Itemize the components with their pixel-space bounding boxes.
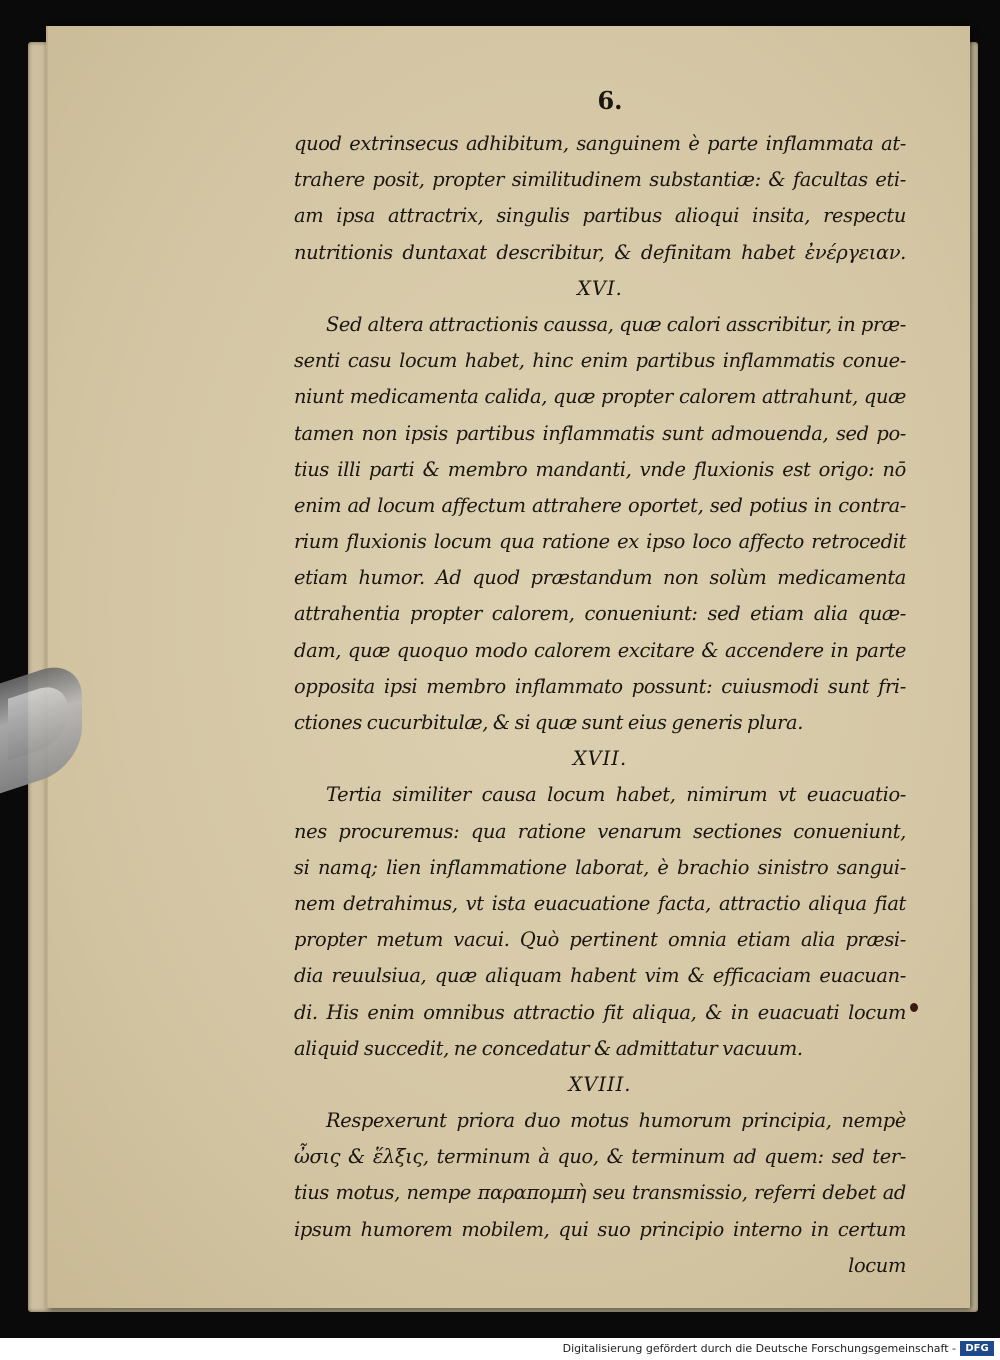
text-line: am ipsa attractrix, singulis partibus alioqui insita, respectu: [294, 204, 906, 228]
text-line: enim ad locum affectum attrahere oportet, sed potius in contra-: [294, 493, 906, 517]
text-line: niunt medicamenta calida, quæ propter calorem attrahunt, quæ: [294, 385, 906, 409]
footer-bar: [0, 1338, 1000, 1360]
text-line: attrahentia propter calorem, conueniunt: sed etiam alia quæ-: [294, 602, 906, 626]
section-heading: XVI.: [577, 276, 623, 300]
text-line: trahere posit, propter similitudinem substantiæ: & facultas eti-: [294, 168, 906, 192]
text-line: dam, quæ quoquo modo calorem excitare & accendere in parte: [294, 638, 906, 662]
funding-credit: Digitalisierung gefördert durch die Deutsche Forschungsgemeinschaft -: [562, 1342, 956, 1355]
text-line: nutritionis duntaxat describitur, & definitam habet ἐνέργειαν.: [294, 240, 906, 264]
text-line: aliquid succedit, ne concedatur & admittatur vacuum.: [294, 1036, 803, 1060]
text-line: opposita ipsi membro inflammato possunt: cuiusmodi sunt fri-: [294, 674, 906, 698]
text-line: Sed altera attractionis caussa, quæ calori asscribitur, in præ-: [326, 312, 906, 336]
text-line: nem detrahimus, vt ista euacuatione facta, attractio aliqua fiat: [294, 891, 906, 915]
text-line: dia reuulsiua, quæ aliquam habent vim & efficaciam euacuan-: [294, 964, 906, 988]
section-heading: XVIII.: [568, 1072, 632, 1096]
text-line: locum: [848, 1253, 906, 1277]
text-line: propter metum vacui. Quò pertinent omnia etiam alia præsi-: [294, 928, 906, 952]
text-line: ipsum humorem mobilem, qui suo principio interno in certum: [294, 1217, 906, 1241]
text-line: si namq; lien inflammatione laborat, è brachio sinistro sangui-: [294, 855, 906, 879]
text-line: ὦσις & ἕλξις, terminum à quo, & terminum ad quem: sed ter-: [294, 1145, 906, 1169]
body-text: [294, 126, 906, 1284]
text-line: tius motus, nempe παραπομπὴ seu transmissio, referri debet ad: [294, 1181, 906, 1205]
text-line: etiam humor. Ad quod præstandum non solùm medicamenta: [294, 566, 906, 590]
text-line: rium fluxionis locum qua ratione ex ipso loco affecto retrocedit: [294, 530, 906, 554]
ink-spot: [910, 1003, 918, 1012]
page-clip-shine: [8, 679, 68, 760]
text-line: di. His enim omnibus attractio fit aliqua, & in euacuati locum: [294, 1000, 906, 1024]
text-line: Respexerunt priora duo motus humorum principia, nempè: [326, 1109, 906, 1133]
text-line: Tertia similiter causa locum habet, nimirum vt euacuatio-: [326, 783, 906, 807]
section-heading: XVII.: [572, 747, 628, 771]
text-line: tamen non ipsis partibus inflammatis sunt admouenda, sed po-: [294, 421, 906, 445]
text-line: nes procuremus: qua ratione venarum sectiones conueniunt,: [294, 819, 906, 843]
text-line: senti casu locum habet, hinc enim partibus inflammatis conue-: [294, 349, 906, 373]
text-line: ctiones cucurbitulæ, & si quæ sunt eius generis plura.: [294, 711, 804, 734]
text-line: tius illi parti & membro mandanti, vnde fluxionis est origo: nō: [294, 457, 906, 481]
text-line: quod extrinsecus adhibitum, sanguinem è parte inflammata at-: [294, 132, 906, 155]
dfg-logo: DFG: [960, 1341, 994, 1356]
page-number: 6.: [597, 86, 623, 115]
